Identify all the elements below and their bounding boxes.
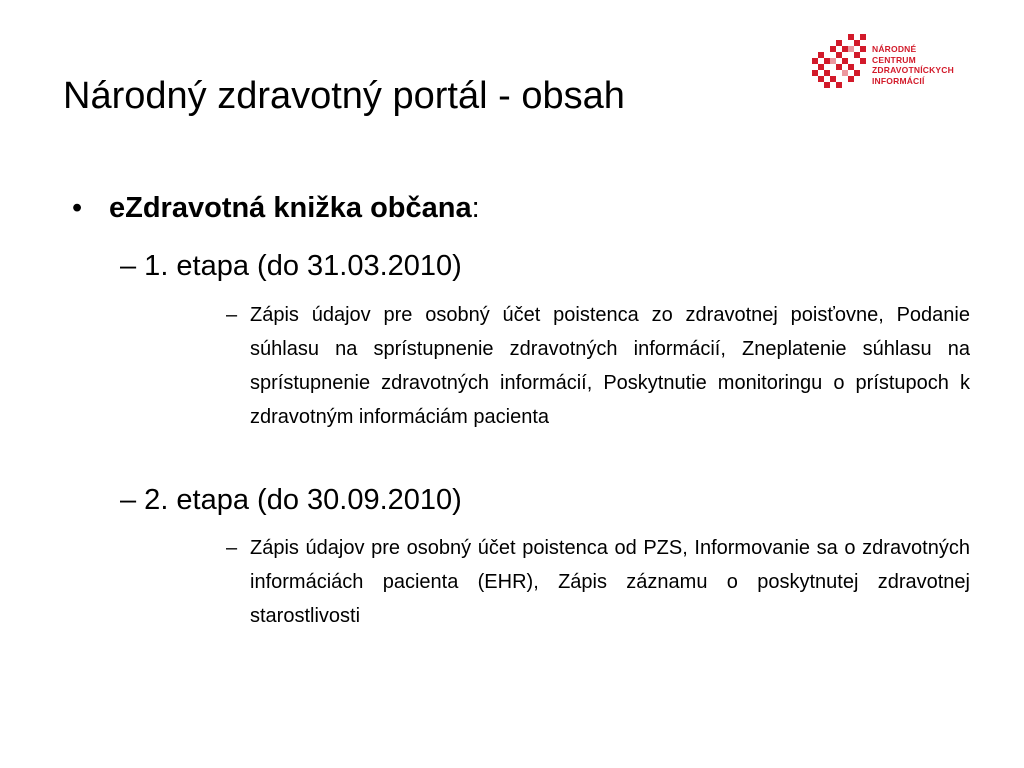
stage-2-detail-dash: – [226, 537, 238, 559]
logo-line: ZDRAVOTNÍCKYCH [872, 65, 954, 75]
bullet-heading: eZdravotná knižka občana [109, 192, 472, 224]
logo-line: CENTRUM [872, 54, 916, 65]
logo-line: NÁRODNÉ [872, 44, 917, 54]
slide-title: Národný zdravotný portál - obsah [63, 75, 625, 117]
bullet-marker: • [72, 192, 83, 224]
stage-2-label: – 2. etapa (do 30.09.2010) [120, 484, 462, 516]
stage-1-detail-dash: – [226, 304, 238, 326]
stage-1-label: – 1. etapa (do 31.03.2010) [120, 250, 462, 282]
logo-line: INFORMÁCIÍ [872, 75, 925, 86]
bullet-ezdravotna-knizka [72, 188, 480, 228]
bullet-suffix: : [471, 192, 480, 224]
stage-1-detail-text: Zápis údajov pre osobný účet poistenca zo zdravotnej poisťovne, Podanie súhlasu na sprístupnenie zdravotných informácií, Zneplatenie súhlasu na sprístupnenie zdravotných informácií, Poskytnutie monitoringu o prístupoch k zdravotným informáciám pacienta [250, 304, 970, 428]
stage-2-detail [226, 531, 970, 633]
stage-1-detail [226, 298, 970, 434]
stage-2-detail-text: Zápis údajov pre osobný účet poistenca od PZS, Informovanie sa o zdravotných informáciách pacienta (EHR), Zápis záznamu o poskytnutej zdravotnej starostlivosti [250, 537, 970, 627]
